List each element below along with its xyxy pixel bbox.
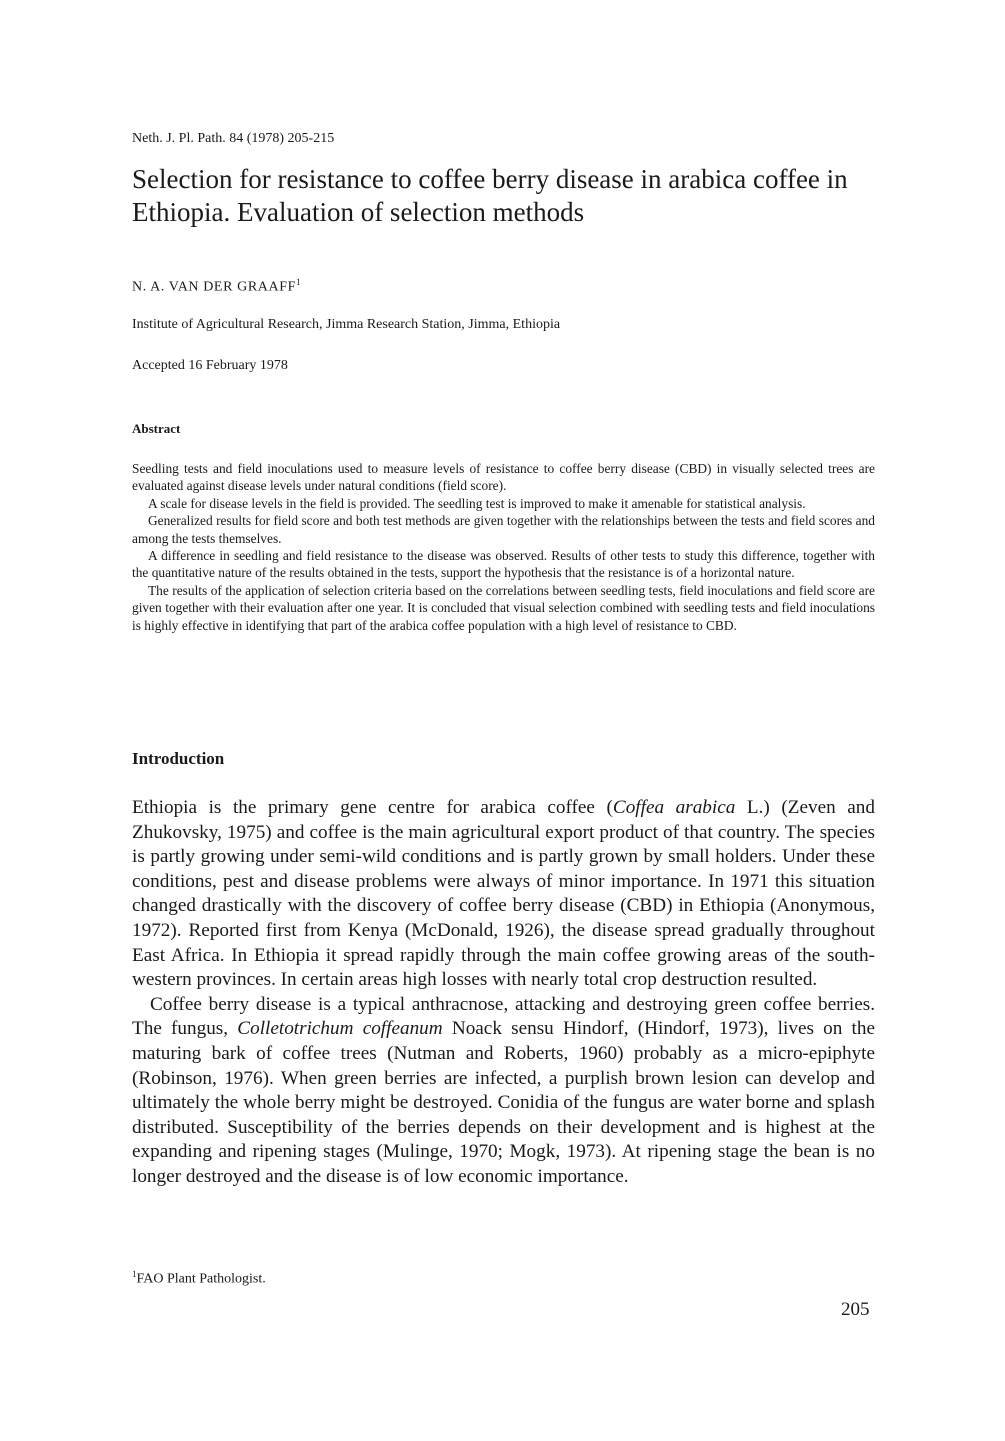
introduction-paragraph — [132, 993, 875, 1190]
author-footnote-mark: 1 — [295, 277, 302, 287]
abstract-body — [132, 460, 875, 634]
author-line — [132, 277, 301, 296]
affiliation: Institute of Agricultural Research, Jimma Research Station, Jimma, Ethiopia — [132, 317, 561, 332]
footnote-text: FAO Plant Pathologist. — [136, 1271, 266, 1287]
page-number: 205 — [841, 1299, 870, 1320]
introduction-body — [132, 796, 875, 1190]
footnote-mark: 1 — [132, 1269, 137, 1279]
article-title: Selection for resistance to coffee berry disease in arabica coffee in Ethiopia. Evaluation of selection methods — [132, 164, 848, 227]
text-run: Ethiopia is the primary gene centre for arabica coffee ( — [132, 797, 613, 818]
accepted-date: Accepted 16 February 1978 — [132, 358, 288, 373]
abstract-heading: Abstract — [132, 421, 181, 436]
introduction-heading: Introduction — [132, 749, 225, 768]
footnote — [132, 1269, 266, 1288]
abstract-paragraph: A difference in seedling and field resistance to the disease was observed. Results of other tests to study this difference, together with the quantitative nature of the results obtained in the tests, support the hypothesis that the resistance is of a horizontal nature. — [132, 548, 875, 581]
species-name: Colletotrichum coffeanum — [237, 1018, 443, 1040]
abstract-paragraph: Seedling tests and field inoculations used to measure levels of resistance to coffee berry disease (CBD) in visually selected trees are evaluated against disease levels under natural conditions (field score). — [132, 461, 875, 494]
abstract-paragraph: Generalized results for field score and both test methods are given together with the relationships between the tests and field scores and among the tests themselves. — [132, 513, 875, 546]
text-run: Noack sensu Hindorf, (Hindorf, 1973), lives on the maturing bark of coffee trees (Nutman and Roberts, 1960) probably as a micro-epiphyte (Robinson, 1976). When green berries are infected, a purplish brown lesion can develop and ultimately the whole berry might be destroyed. Conidia of the fungus are water borne and splash distributed. Susceptibility of the berries depends on their development and is highest at the expanding and ripening stages (Mulinge, 1970; Mogk, 1973). At ripening stage the bean is no longer destroyed and the disease is of low economic importance. — [132, 1018, 875, 1187]
species-name: Coffea arabica — [612, 797, 736, 818]
abstract-paragraph: The results of the application of selection criteria based on the correlations between seedling tests, field inoculations and field score are given together with their evaluation after one year. It is concluded that visual selection combined with seedling tests and field inoculations is highly effective in identifying that part of the arabica coffee population with a high level of resistance to CBD. — [132, 582, 875, 633]
journal-reference: Neth. J. Pl. Path. 84 (1978) 205-215 — [132, 131, 335, 146]
introduction-paragraph — [132, 796, 875, 993]
text-run: L.) (Zeven and Zhukovsky, 1975) and coffee is the main agricultural export product of that country. The species is partly growing under semi-wild conditions and is partly grown by small holders. Under these conditions, pest and disease problems were always of minor importance. In 1971 this situation changed drastically with the discovery of coffee berry disease (CBD) in Ethiopia (Anonymous, 1972). Reported first from Kenya (McDonald, 1926), the disease spread gradually throughout East Africa. In Ethiopia it spread rapidly through the main coffee growing areas of the south-western provinces. In certain areas high losses with nearly total crop destruction resulted. — [132, 797, 875, 991]
abstract-paragraph: A scale for disease levels in the field is provided. The seedling test is improved to make it amenable for statistical analysis. — [148, 495, 806, 511]
author-name: N. A. VAN DER GRAAFF — [132, 279, 296, 295]
text-run: Coffee berry disease is a typical anthracnose, attacking and destroying green coffee berries. The fungus, — [132, 993, 875, 1040]
